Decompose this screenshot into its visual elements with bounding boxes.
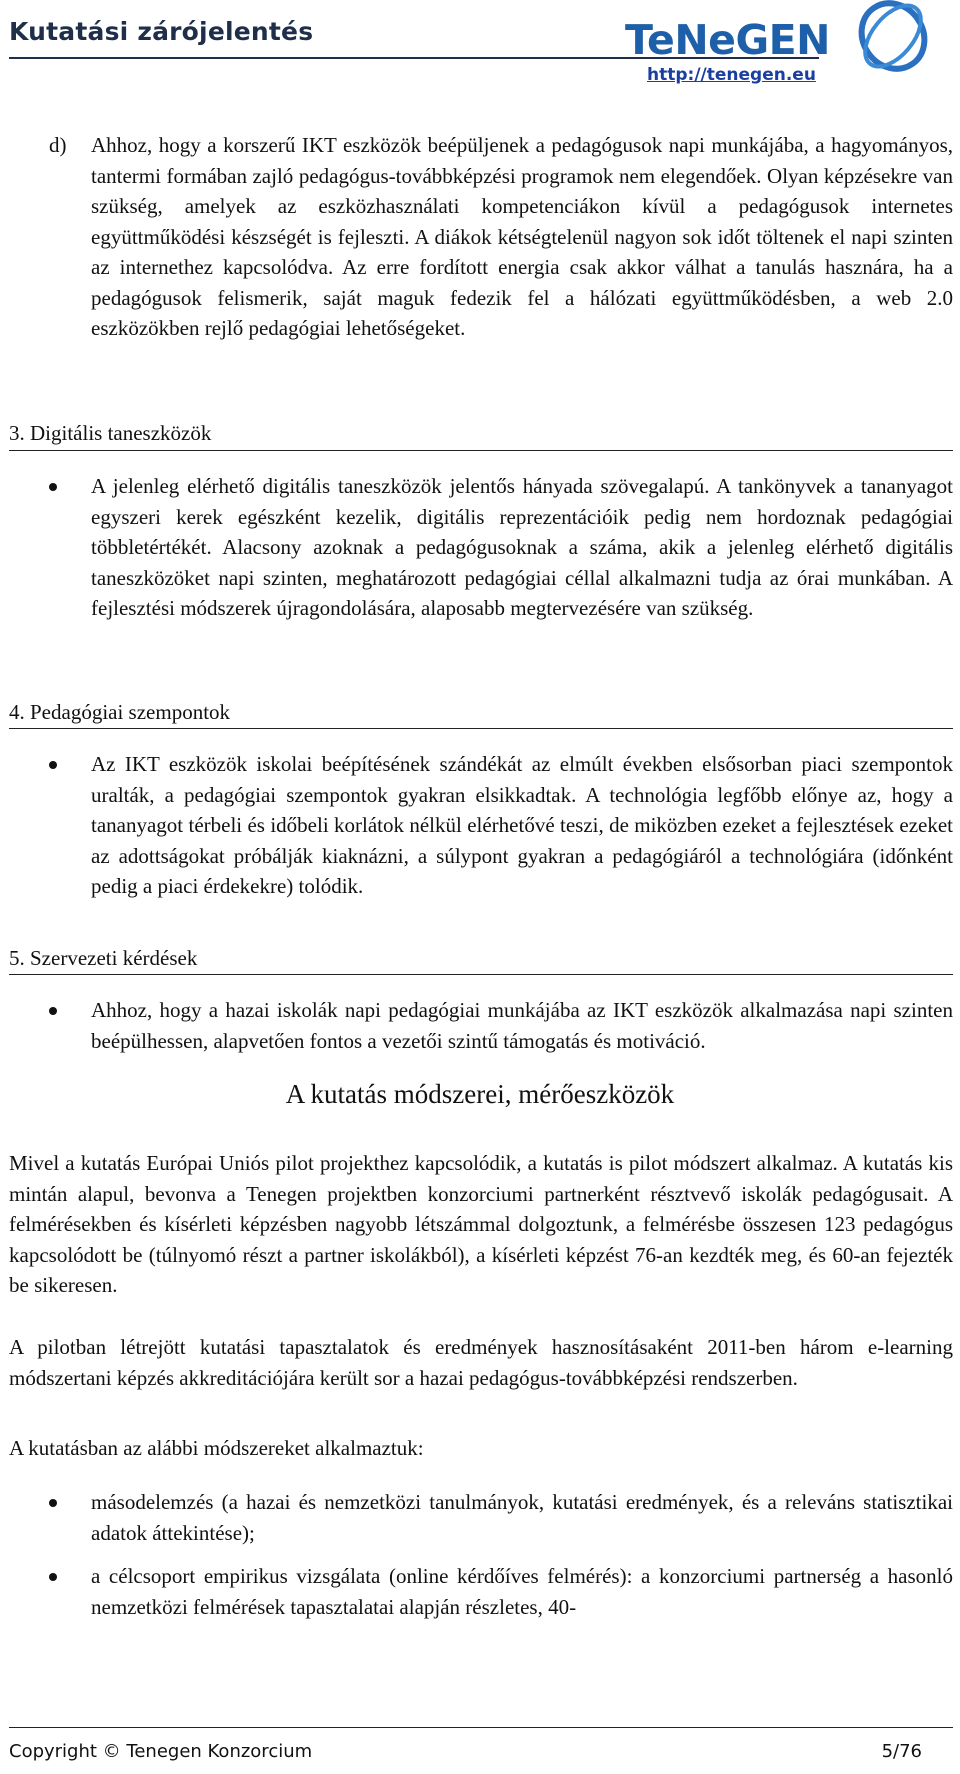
section-divider-4 bbox=[9, 728, 953, 729]
section-4-bullet-text: Az IKT eszközök iskolai beépítésének szándékát az elmúlt években elsősorban piaci szempontok uralták, a pedagógiai szempontok gyakran elsikkadtak. A technológia legfőbb előnye az, hogy a tananyagot térbeli és időbeli korlátok nélkül elérhetővé teszi, de miközben ezeket a fejlesztések ezeket az adottságokat próbálják kiaknázni, a súlypont gyakran a pedagógiáról a technológiára (időnként pedig a piaci érdekekre) tolódik. bbox=[91, 752, 953, 898]
footer-divider bbox=[9, 1727, 953, 1728]
footer-copyright: Copyright © Tenegen Konzorcium bbox=[9, 1741, 313, 1762]
list-marker-d: d) bbox=[49, 133, 67, 157]
logo-wordmark: TeNeGEN bbox=[625, 16, 830, 64]
section-divider-5 bbox=[9, 974, 953, 975]
section-divider-3 bbox=[9, 450, 953, 451]
methods-bullet-1: másodelemzés (a hazai és nemzetközi tanulmányok, kutatási eredmények, és a releváns statisztikai adatok áttekintése); bbox=[91, 1490, 953, 1545]
section-heading-4: 4. Pedagógiai szempontok bbox=[9, 700, 231, 724]
logo-url-link[interactable]: http://tenegen.eu bbox=[647, 65, 816, 85]
bullet-dot bbox=[49, 1499, 57, 1507]
methods-heading: A kutatás módszerei, mérőeszközök bbox=[285, 1079, 675, 1109]
report-title: Kutatási zárójelentés bbox=[9, 17, 314, 46]
footer-page-number: 5/76 bbox=[881, 1741, 922, 1762]
bullet-dot bbox=[49, 483, 57, 491]
bullet-dot bbox=[49, 761, 57, 769]
item-d-paragraph: Ahhoz, hogy a korszerű IKT eszközök beépüljenek a pedagógusok napi munkájába, a hagyományos, tantermi formában zajló pedagógus-továbbképzési programok nem elegendőek. Olyan képzésekre van szükség, amelyek az eszközhasználati kompetenciákon kívül a pedagógusok internetes együttműködési készségét is fejleszti. A diákok kétségtelenül nagyon sok időt töltenek el napi szinten az internethez kapcsolódva. Az erre fordított energia csak akkor válhat a tanulás hasznára, ha a pedagógusok felismerik, saját maguk fedezik fel a hálózati együttműködésben, a web 2.0 eszközökben rejlő pedagógiai lehetőségeket. bbox=[91, 133, 953, 340]
section-heading-3: 3. Digitális taneszközök bbox=[9, 421, 212, 445]
methods-bullet-2: a célcsoport empirikus vizsgálata (online kérdőíves felmérés): a konzorciumi partnerség a hasonló nemzetközi felmérések tapasztalatai alapján részletes, 40- bbox=[91, 1564, 953, 1619]
section-3-bullet-text: A jelenleg elérhető digitális taneszközök jelentős hányada szövegalapú. A tankönyvek a tananyagot egyszeri kerek egészként kezelik, digitális reprezentációik pedig nem hordoznak pedagógiai többletértékét. Alacsony azoknak a pedagógusoknak a száma, akik a jelenleg elérhető digitális taneszközöket napi szinten, meghatározott pedagógiai céllal alkalmazni tudja az órai munkában. A fejlesztési módszerek újragondolására, alaposabb megtervezésére van szükség. bbox=[91, 474, 953, 620]
bullet-dot bbox=[49, 1573, 57, 1581]
tenegen-logo bbox=[625, 0, 960, 92]
orbit-globe-icon bbox=[825, 0, 960, 92]
methods-paragraph-1: Mivel a kutatás Európai Uniós pilot projekthez kapcsolódik, a kutatás is pilot módszert alkalmaz. A kutatás kis mintán alapul, bevonva a Tenegen projektben konzorciumi partnerként résztvevő iskolák pedagógusait. A felmérésekben és kísérleti képzésben nagyobb létszámmal dolgoztunk, a felmérésbe összesen 123 pedagógus kapcsolódott be (túlnyomó részt a partner iskolákból), a kísérleti képzést 76-an kezdték meg, és 60-an fejezték be sikeresen. bbox=[9, 1151, 953, 1297]
header-divider bbox=[9, 57, 819, 59]
section-heading-5: 5. Szervezeti kérdések bbox=[9, 946, 198, 970]
methods-paragraph-3: A kutatásban az alábbi módszereket alkalmaztuk: bbox=[9, 1436, 424, 1460]
bullet-dot bbox=[49, 1007, 57, 1015]
section-5-bullet-text: Ahhoz, hogy a hazai iskolák napi pedagógiai munkájába az IKT eszközök alkalmazása napi szinten beépülhessen, alapvetően fontos a vezetői szintű támogatás és motiváció. bbox=[91, 998, 953, 1053]
methods-paragraph-2: A pilotban létrejött kutatási tapasztalatok és eredmények hasznosításaként 2011-ben három e-learning módszertani képzés akkreditációjára került sor a hazai pedagógus-továbbképzési rendszerben. bbox=[9, 1335, 953, 1390]
